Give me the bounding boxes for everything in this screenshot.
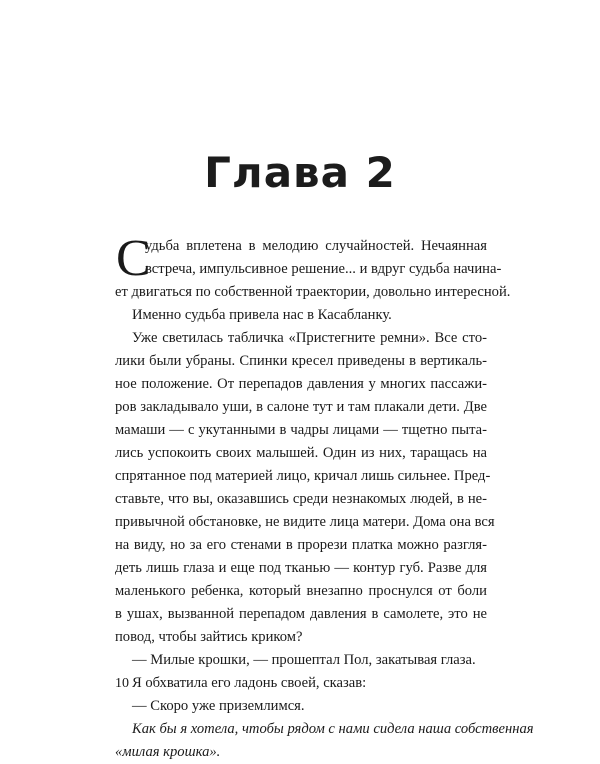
text-line: в ушах, вызванной перепадом давления в самолете, это не — [115, 606, 487, 622]
text-line: ное положение. От перепадов давления у многих пассажи- — [115, 376, 487, 392]
text-line: Именно судьба привела нас в Касабланку. — [132, 307, 392, 323]
text-line: повод, чтобы зайтись криком? — [115, 629, 303, 645]
text-line: привычной обстановке, не видите лица матери. Дома она вся — [115, 514, 495, 530]
drop-cap: С — [116, 230, 151, 287]
text-line: Уже светилась табличка «Пристегните ремни». Все сто- — [132, 330, 487, 346]
dialogue-line: — Милые крошки, — прошептал Пол, закатывая глаза. — [132, 652, 476, 668]
text-line: ров закладывало уши, в салоне тут и там плакали дети. Две — [115, 399, 487, 415]
text-line: ет двигаться по собственной траектории, довольно интересной. — [115, 284, 511, 300]
dialogue-line: — Скоро уже приземлимся. — [132, 698, 305, 714]
text-line: удьба вплетена в мелодию случайностей. Нечаянная — [145, 238, 487, 254]
chapter-body — [115, 230, 534, 764]
text-line: лись успокоить своих малышей. Один из них, таращась на — [115, 445, 487, 461]
text-line: на виду, но за его стенами в прорези платка можно разгля- — [115, 537, 487, 553]
text-line: Я обхватила его ладонь своей, сказав: — [132, 675, 367, 691]
text-line: спрятанное под материей лицо, кричал лишь сильнее. Пред- — [115, 468, 491, 484]
italic-line: «милая крошка». — [115, 744, 221, 760]
text-line: лики были убраны. Спинки кресел приведены в вертикаль- — [115, 353, 487, 369]
italic-line: Как бы я хотела, чтобы рядом с нами сидела наша собственная — [132, 721, 534, 737]
text-line: маленького ребенка, который внезапно проснулся от боли — [115, 583, 487, 599]
text-line: мамаши — с укутанными в чадры лицами — тщетно пыта- — [115, 422, 487, 438]
text-line: встреча, импульсивное решение... и вдруг судьба начина- — [145, 261, 502, 277]
chapter-title: Глава 2 — [204, 148, 396, 197]
text-line: деть лишь глаза и еще под тканью — контур губ. Разве для — [115, 560, 487, 576]
page-number: 10 — [115, 676, 129, 691]
text-line: ставьте, что вы, оказавшись среди незнакомых людей, в не- — [115, 491, 487, 507]
